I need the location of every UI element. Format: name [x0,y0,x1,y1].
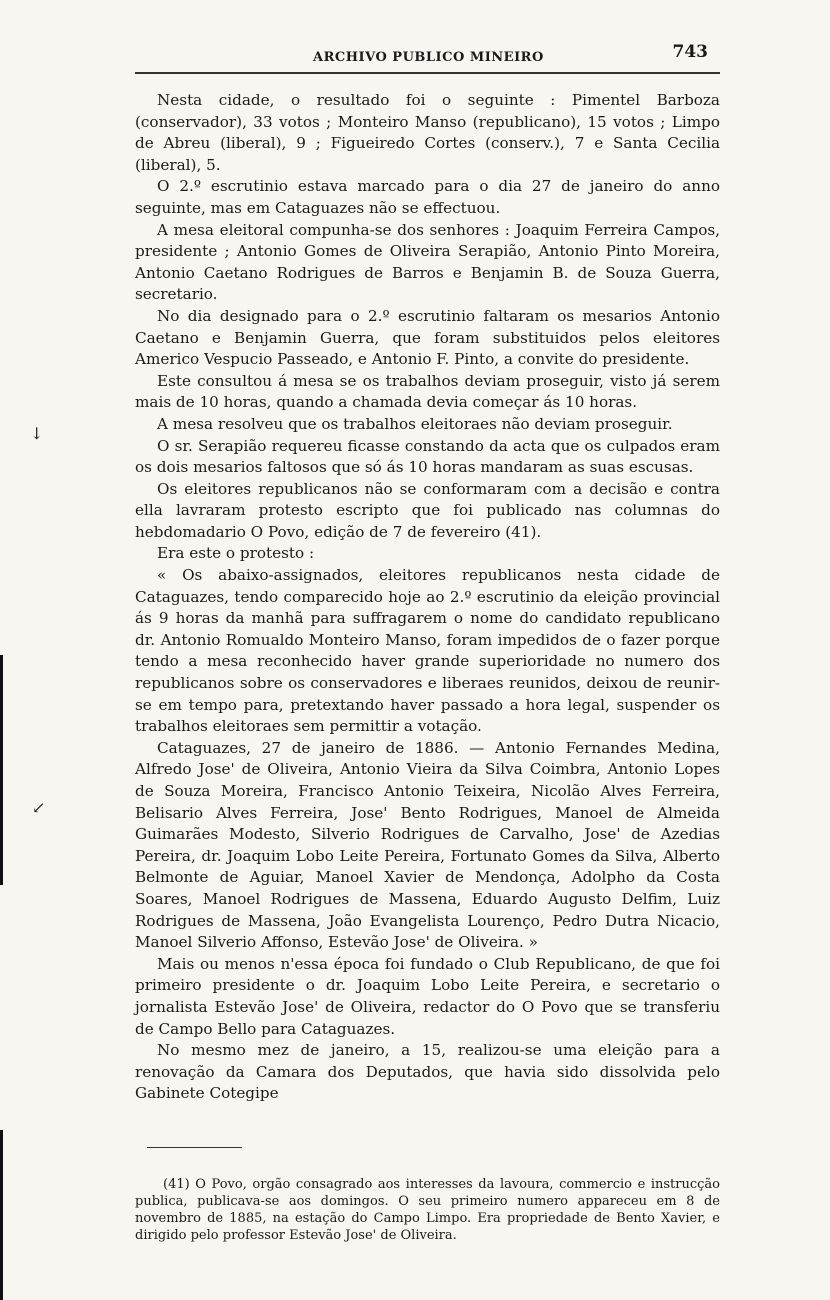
book-page [135,38,720,1244]
paragraph: O 2.º escrutinio estava marcado para o dia 27 de janeiro do anno seguinte, mas em Cataguazes não se effectuou. [135,177,720,217]
paragraph: A mesa eleitoral compunha-se dos senhores : Joaquim Ferreira Campos, presidente ; Antonio Gomes de Oliveira Serapião, Antonio Pinto Moreira, Antonio Caetano Rodrigues de Barros e Benjamin B. de Souza Guerra, secretario. [135,220,720,304]
paragraph: Os eleitores republicanos não se conformaram com a decisão e contra ella lavraram protesto escripto que foi publicado nas columnas do hebdomadario O Povo, edição de 7 de fevereiro (41). [135,479,720,541]
running-title: ARCHIVO PUBLICO MINEIRO [313,50,544,65]
paragraph: No dia designado para o 2.º escrutinio faltaram os mesarios Antonio Caetano e Benjamin Guerra, que foram substituidos pelos eleitores Americo Vespucio Passeado, e Antonio F. Pinto, a convite do presidente. [135,306,720,369]
margin-mark-arrow: ↓ [30,424,44,443]
signatures-paragraph: Cataguazes, 27 de janeiro de 1886. — Antonio Fernandes Medina, Alfredo Jose' de Oliveira, Antonio Vieira da Silva Coimbra, Antonio Lopes de Souza Moreira, Francisco Antonio Teixeira, Nicolão Alves Ferreira, Belisario Alves Ferreira, Jose' Bento Rodrigues, Manoel de Almeida Guimarães Modesto, Silverio Rodrigues de Carvalho, Jose' de Azedias Pereira, dr. Joaquim Lobo Leite Pereira, Fortunato Gomes da Silva, Alberto Belmonte de Aguiar, Manoel Xavier de Mendonça, Adolpho da Costa Soares, Manoel Rodrigues de Massena, Eduardo Augusto Delfim, Luiz Rodrigues de Massena, João Evangelista Lourenço, Pedro Dutra Nicacio, Manoel Silverio Affonso, Estevão Jose' de Oliveira. » [135,738,720,952]
paragraph: No mesmo mez de janeiro, a 15, realizou-se uma eleição para a renovação da Camara dos Deputados, que havia sido dissolvida pelo Gabinete Cotegipe [135,1041,720,1103]
protest-quote: « Os abaixo-assignados, eleitores republicanos nesta cidade de Cataguazes, tendo comparecido hoje ao 2.º escrutinio da eleição provincial ás 9 horas da manhã para suffragarem o nome do candidato republicano dr. Antonio Romualdo Monteiro Manso, foram impedidos de o fazer porque tendo a mesa reconhecido haver grande superioridade no numero dos republicanos sobre os conservadores e liberaes reunidos, deixou de reunir-se em tempo para, pretextando haver passado a hora legal, suspender os trabalhos eleitoraes sem permittir a votação. [135,566,720,736]
paragraph: Nesta cidade, o resultado foi o seguinte : Pimentel Barboza (conservador), 33 votos ; Monteiro Manso (republicano), 15 votos ; Limpo de Abreu (liberal), 9 ; Figueiredo Cortes (conserv.), 7 e Santa Cecilia (liberal), 5. [135,91,720,174]
paragraph: Este consultou á mesa se os trabalhos deviam proseguir, visto já serem mais de 10 horas, quando a chamada devia começar ás 10 horas. [135,371,720,412]
paragraph: Era este o protesto : [157,544,315,563]
page-header [135,38,720,74]
footnote-divider [147,1147,242,1148]
scan-edge-top [0,655,3,885]
paragraph: Mais ou menos n'essa época foi fundado o Club Republicano, de que foi primeiro presidente o dr. Joaquim Lobo Leite Pereira, e secretario o jornalista Estevão Jose' de Oliveira, redactor do O Povo que se transferiu de Campo Bello para Cataguazes. [135,954,720,1038]
paragraph: A mesa resolveu que os trabalhos eleitoraes não deviam proseguir. [157,414,673,433]
scan-edge-bottom [0,1130,3,1300]
page-number: 743 [672,42,708,62]
body-text [135,90,720,1105]
footnotes [135,1176,720,1244]
paragraph: O sr. Serapião requereu ficasse constando da acta que os culpados eram os dois mesarios faltosos que só ás 10 horas mandaram as suas escusas. [135,436,720,477]
margin-mark-arrow: ↙ [32,798,46,817]
footnote-41: (41) O Povo, orgão consagrado aos interesses da lavoura, commercio e instrucção publica, publicava-se aos domingos. O seu primeiro numero appareceu em 8 de novembro de 1885, na estação do Campo Limpo. Era propriedade de Bento Xavier, e dirigido pelo professor Estevão Jose' de Oliveira. [135,1176,720,1243]
